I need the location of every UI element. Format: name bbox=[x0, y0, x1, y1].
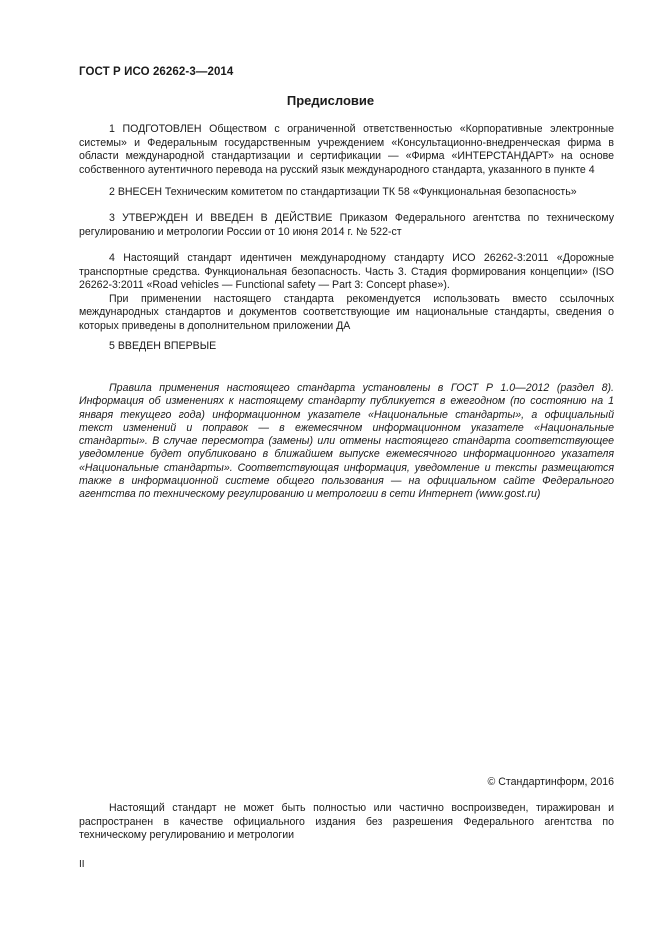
application-rules-notice bbox=[79, 382, 614, 502]
paragraph-first-introduced: 5 ВВЕДЕН ВПЕРВЫЕ bbox=[109, 340, 217, 352]
italic-notice-text: Правила применения настоящего стандарта установлены в ГОСТ Р 1.0—2012 (раздел 8). Информация об изменениях к настоящему стандарту публикуется в ежегодном (по состоянию на 1 января текущего года) информационном указателе «Национальные стандарты», а официальный текст изменений и поправок — в ежемесячном информационном указателе «Национальные стандарты». В случае пересмотра (замены) или отмены настоящего стандарта соответствующее уведомление будет опубликовано в ближайшем выпуске ежемесячного информационного указателя «Национальные стандарты». Соответствующая информация, уведомление и тексты размещаются также в информационной системе общего пользования — на официальном сайте Федерального агентства по техническому регулированию и метрологии в сети Интернет (www.gost.ru) bbox=[79, 382, 614, 501]
paragraph-2-block bbox=[79, 186, 614, 200]
paragraph-prepared-by: 1 ПОДГОТОВЛЕН Обществом с ограниченной ответственностью «Корпоративные электронные системы» и Федеральным государственным учреждением «Консультационно-внедренческая фирма в области международной стандартизации и сертификации — «Фирма «ИНТЕРСТАНДАРТ» на основе собственного аутентичного перевода на русский язык международного стандарта, указанного в пункте 4 bbox=[79, 123, 614, 176]
paragraph-1-block bbox=[79, 123, 614, 177]
paragraph-3-block bbox=[79, 212, 614, 239]
footer-notice-text: Настоящий стандарт не может быть полностью или частично воспроизведен, тиражирован и распространен в качестве официального издания без разрешения Федерального агентства по техническому регулированию и метрологии bbox=[79, 802, 614, 841]
reproduction-notice bbox=[79, 802, 614, 843]
paragraph-identical-standard: 4 Настоящий стандарт идентичен международному стандарту ИСО 26262-3:2011 «Дорожные транспортные средства. Функциональная безопасность. Часть 3. Стадия формирования концепции» (ISO 26262-3:2011 «Road vehicles — Functional safety — Part 3: Concept phase»). bbox=[79, 252, 614, 291]
paragraph-5-block bbox=[79, 340, 614, 354]
paragraph-approved: 3 УТВЕРЖДЕН И ВВЕДЕН В ДЕЙСТВИЕ Приказом Федерального агентства по техническому регулированию и метрологии России от 10 июня 2014 г. № 522-ст bbox=[79, 212, 614, 238]
page-number: II bbox=[79, 859, 85, 870]
page-title: Предисловие bbox=[286, 93, 375, 108]
paragraph-4-block bbox=[79, 252, 614, 333]
document-code: ГОСТ Р ИСО 26262-3—2014 bbox=[79, 66, 234, 78]
paragraph-introduced-by: 2 ВНЕСЕН Техническим комитетом по стандартизации ТК 58 «Функциональная безопасность» bbox=[109, 186, 577, 198]
paragraph-reference-usage: При применении настоящего стандарта рекомендуется использовать вместо ссылочных международных стандартов и документов соответствующие им национальные стандарты, сведения о которых приведены в дополнительном приложении ДА bbox=[79, 292, 614, 332]
copyright-line: © Стандартинформ, 2016 bbox=[487, 776, 614, 788]
